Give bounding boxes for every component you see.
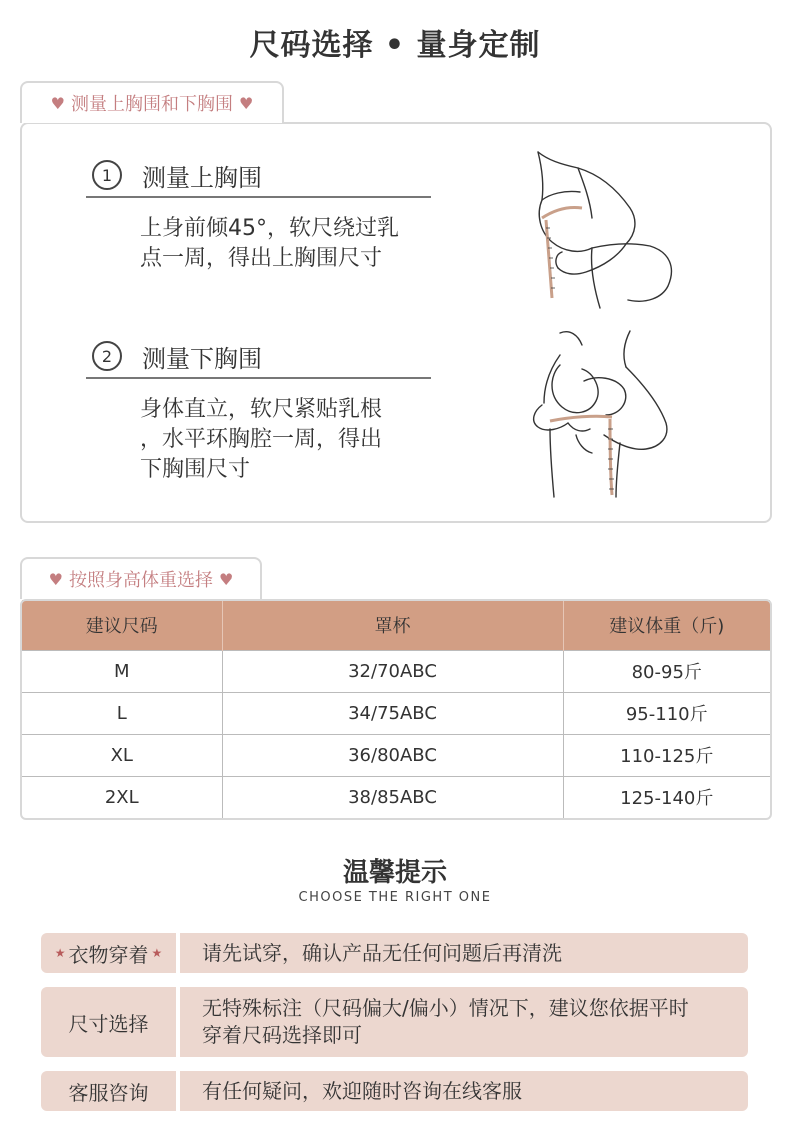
cell-size: XL [22, 734, 222, 776]
tip-row-wearing [41, 933, 748, 973]
cell-weight: 80-95斤 [563, 650, 770, 692]
tip-text [180, 995, 703, 1049]
header-weight: 建议体重（斤) [563, 600, 770, 650]
measure-tab-label: 测量上胸围和下胸围 [71, 94, 233, 115]
table-header-row [22, 600, 770, 650]
cell-cup: 34/75ABC [222, 692, 563, 734]
tip-label-text: 尺寸选择 [68, 1011, 149, 1036]
cell-cup: 36/80ABC [222, 734, 563, 776]
table-row [22, 650, 770, 692]
star-icon: ★ [151, 946, 163, 960]
star-icon: ★ [54, 946, 66, 960]
table-row [22, 734, 770, 776]
tips-subtitle: CHOOSE THE RIGHT ONE [298, 890, 492, 905]
cell-size: L [22, 692, 222, 734]
heart-icon: ♥ [239, 93, 254, 113]
step-desc-line: 下胸围尺寸 [140, 457, 251, 482]
table-row [22, 692, 770, 734]
table-row [22, 776, 770, 818]
heart-icon: ♥ [219, 569, 234, 589]
step-number-circle: 2 [92, 341, 122, 371]
step-title: 测量下胸围 [142, 344, 262, 373]
page-title: 尺码选择 • 量身定制 [249, 28, 541, 63]
heart-icon: ♥ [50, 93, 65, 113]
upper-bust-illustration [520, 148, 690, 313]
tip-label [41, 933, 180, 973]
measure-tab [20, 81, 284, 123]
size-tab-label: 按照身高体重选择 [69, 570, 213, 591]
tip-row-size [41, 987, 748, 1057]
header-size: 建议尺码 [22, 600, 222, 650]
tips-title: 温馨提示 [342, 858, 447, 888]
cell-weight: 125-140斤 [563, 776, 770, 818]
cell-weight: 95-110斤 [563, 692, 770, 734]
cell-size: 2XL [22, 776, 222, 818]
tip-label-text: 衣物穿着 [68, 942, 149, 967]
step-description [140, 214, 431, 274]
tip-text-line: 无特殊标注（尺码偏大/偏小）情况下，建议您依据平时 [202, 996, 689, 1020]
tip-label [41, 987, 180, 1057]
heart-icon: ♥ [48, 569, 63, 589]
step-desc-line: ，水平环胸腔一周，得出 [140, 427, 383, 452]
step-desc-line: 身体直立，软尺紧贴乳根 [140, 397, 383, 422]
cell-cup: 32/70ABC [222, 650, 563, 692]
header-cup: 罩杯 [222, 600, 563, 650]
step-upper-bust [86, 154, 431, 274]
cell-cup: 38/85ABC [222, 776, 563, 818]
step-desc-line: 上身前倾45°，软尺绕过乳 [140, 216, 399, 241]
tip-label [41, 1071, 180, 1111]
tip-row-service [41, 1071, 748, 1111]
step-desc-line: 点一周，得出上胸围尺寸 [140, 246, 383, 271]
step-number-circle: 1 [92, 160, 122, 190]
step-under-bust [86, 335, 431, 485]
size-tab [20, 557, 262, 599]
cell-size: M [22, 650, 222, 692]
size-table [22, 600, 770, 818]
tip-text-line: 请先试穿，确认产品无任何问题后再清洗 [202, 940, 562, 965]
tip-text-line: 穿着尺码选择即可 [202, 1023, 362, 1047]
tip-text [180, 1078, 536, 1105]
tip-text-line: 有任何疑问，欢迎随时咨询在线客服 [202, 1078, 522, 1103]
cell-weight: 110-125斤 [563, 734, 770, 776]
step-title: 测量上胸围 [142, 163, 262, 192]
under-bust-illustration [520, 325, 690, 500]
tip-text [180, 940, 576, 967]
step-description [140, 395, 431, 485]
tip-label-text: 客服咨询 [68, 1080, 149, 1105]
